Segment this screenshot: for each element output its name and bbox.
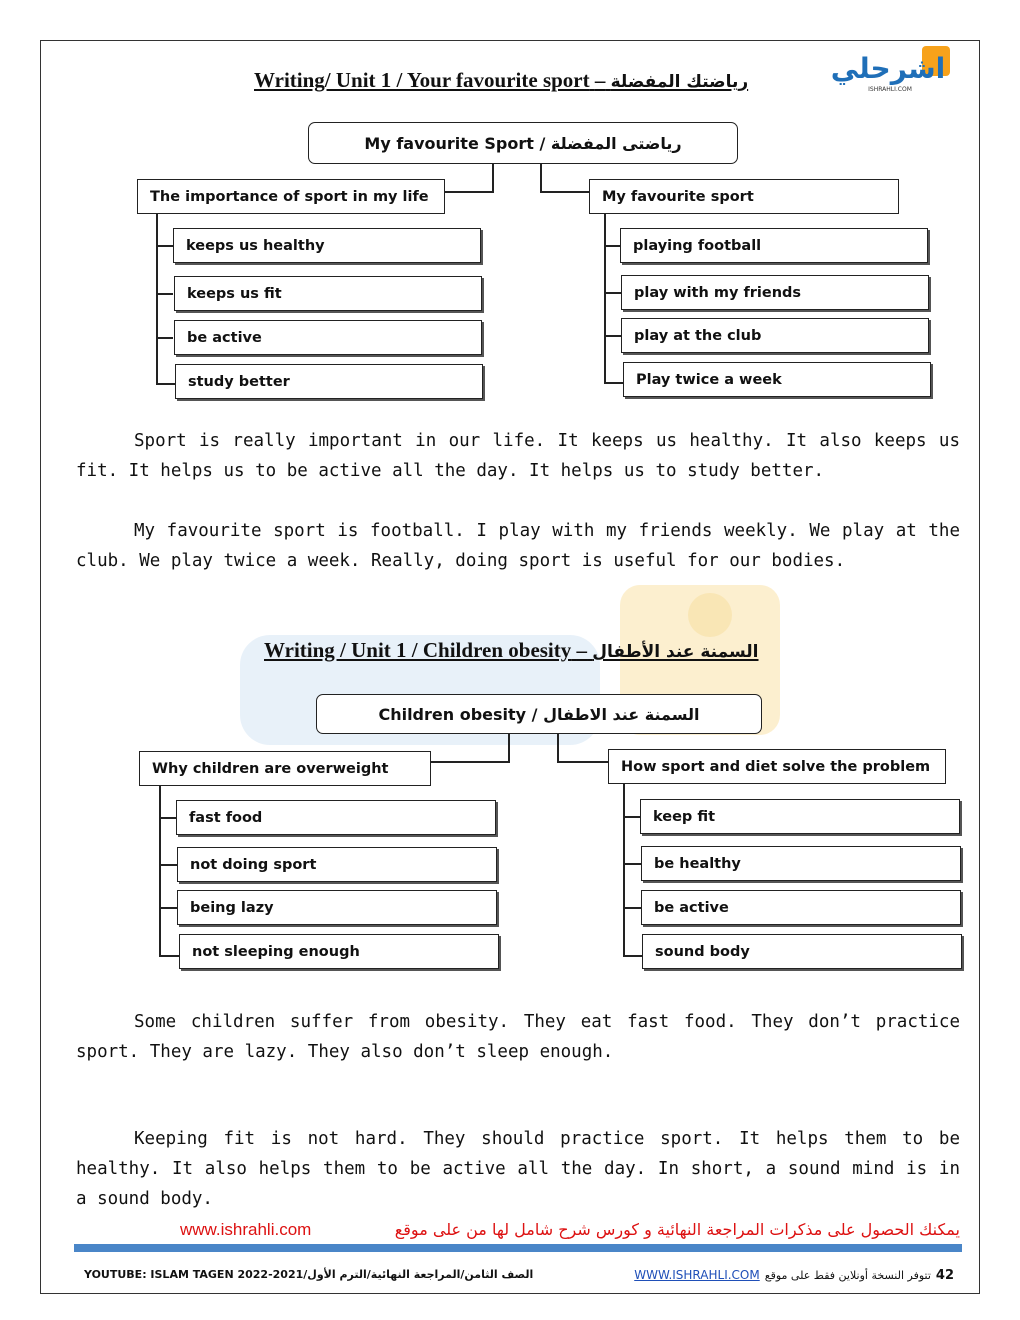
section1-left-head: The importance of sport in my life: [137, 179, 445, 214]
section2-paragraph: Some children suffer from obesity. They eat fast food. They don’t practice sport. They are lazy. They also don’t sleep enough.: [76, 1012, 960, 1062]
section1-root-box: My favourite Sport / رياضتى المفضلة: [308, 122, 738, 164]
section2-paragraph: Keeping fit is not hard. They should practice sport. It helps them to be healthy. It also helps them to be active all the day. In short, a sound mind is in a sound body.: [76, 1129, 960, 1209]
footer-right: [634, 1268, 954, 1283]
section1-left-item: keeps us fit: [174, 276, 482, 311]
section1-right-item: playing football: [620, 228, 928, 263]
section2-right-item: be healthy: [641, 846, 961, 881]
section2-root-box: Children obesity / السمنة عند الاطفال: [316, 694, 762, 734]
footer-divider: [74, 1244, 962, 1252]
promo-text: يمكنك الحصول على مذكرات المراجعة النهائية و كورس شرح شامل لها من على موقع: [394, 1220, 960, 1239]
section1-title: Writing/ Unit 1 / Your favourite sport – رياضتك المفضلة: [254, 68, 749, 92]
footer-promo: [180, 1220, 960, 1246]
footer-site-link[interactable]: WWW.ISHRAHLI.COM: [634, 1268, 760, 1282]
section1-right-item: play with my friends: [621, 275, 929, 310]
section1-right-item: play at the club: [621, 318, 929, 353]
section2-right-head: How sport and diet solve the problem: [608, 749, 946, 784]
section2-left-item: fast food: [176, 800, 496, 835]
promo-link[interactable]: www.ishrahli.com: [180, 1220, 312, 1239]
section2-right-item: be active: [641, 890, 961, 925]
logo-text: اشرحلي: [830, 52, 946, 85]
section1-left-item: keeps us healthy: [173, 228, 481, 263]
section2-right-item: keep fit: [640, 799, 960, 834]
section2-title: Writing / Unit 1 / Children obesity – السمنة عند الأطفال: [264, 638, 759, 662]
logo-subtext: ISHRAHLI.COM: [868, 86, 912, 93]
ishrahli-logo: [826, 44, 954, 94]
footer-left-text: YOUTUBE: ISLAM TAGEN 2022-2021/الصف الثامن/المراجعة النهائية/الترم الأول: [84, 1268, 534, 1281]
section2-left-item: not doing sport: [177, 847, 497, 882]
page-number: 42: [935, 1268, 954, 1283]
section2-left-item: not sleeping enough: [179, 934, 499, 969]
section1-left-item: be active: [174, 320, 482, 355]
section2-left-item: being lazy: [177, 890, 497, 925]
section1-right-head: My favourite sport: [589, 179, 899, 214]
section2-left-head: Why children are overweight: [139, 751, 431, 786]
section2-right-item: sound body: [642, 934, 962, 969]
section1-left-item: study better: [175, 364, 483, 399]
section1-right-item: Play twice a week: [623, 362, 931, 397]
watermark-logo: [200, 575, 800, 775]
section1-paragraph: Sport is really important in our life. It keeps us healthy. It also keeps us fit. It helps us to be active all the day. It helps us to study better.: [76, 431, 960, 481]
section1-paragraph: My favourite sport is football. I play with my friends weekly. We play at the club. We play twice a week. Really, doing sport is useful for our bodies.: [76, 521, 960, 571]
footer-right-text: تتوفر النسخة أونلاين فقط على موقع: [764, 1269, 931, 1282]
